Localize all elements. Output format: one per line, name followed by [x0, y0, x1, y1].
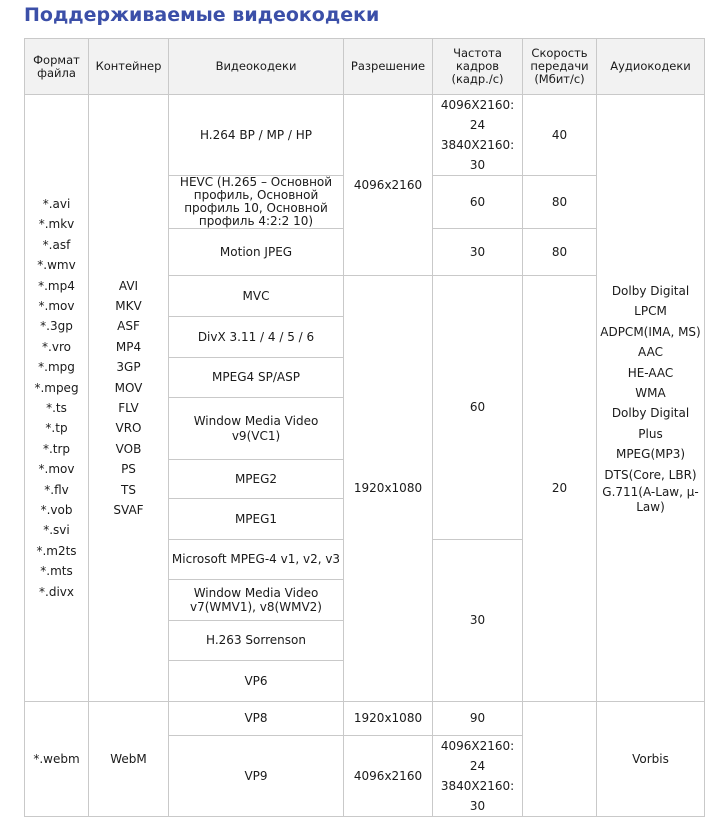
audio-item: Dolby Digital Plus: [611, 406, 690, 441]
format-item: *.m2ts: [36, 543, 77, 558]
codec-cell: Window Media Video v9(VC1): [169, 398, 344, 460]
framerate-line: 4096X2160: 24: [440, 739, 515, 773]
audio-item: AAC: [638, 345, 663, 360]
codec-cell: MPEG1: [169, 499, 344, 540]
format-item: *.mkv: [38, 217, 75, 232]
codec-cell: Microsoft MPEG-4 v1, v2, v3: [169, 540, 344, 580]
container-item: MOV: [114, 380, 143, 395]
resolution-cell: 4096x2160: [344, 736, 433, 817]
audio-item: ADPCM(IMA, MS): [600, 324, 701, 339]
codec-cell: MVC: [169, 276, 344, 317]
container-item: 3GP: [116, 360, 141, 375]
header-bitrate: Скорость передачи (Мбит/с): [523, 39, 597, 95]
containers-cell: [89, 95, 169, 702]
container-item: MKV: [115, 298, 142, 313]
audio-item: WMA: [635, 386, 666, 400]
format-item: *.wmv: [37, 258, 76, 273]
container-item: WebM: [89, 702, 169, 817]
container-item: PS: [121, 462, 136, 477]
format-item: *.3gp: [40, 319, 73, 334]
header-framerate: Частота кадров (кадр./с): [433, 39, 523, 95]
codec-cell: DivX 3.11 / 4 / 5 / 6: [169, 317, 344, 358]
format-item: *.mts: [40, 564, 73, 579]
codec-cell: H.264 BP / MP / HP: [169, 95, 344, 176]
bitrate-cell: 80: [523, 229, 597, 276]
codec-cell: VP9: [169, 736, 344, 817]
format-item: *.tp: [45, 421, 68, 436]
header-row: [25, 39, 705, 95]
format-item: *.flv: [44, 482, 69, 497]
framerate-cell: 90: [433, 702, 523, 736]
codec-cell: MPEG4 SP/ASP: [169, 358, 344, 398]
format-item: *.svi: [43, 523, 70, 538]
framerate-cell: 60: [433, 176, 523, 229]
header-resolution: Разрешение: [344, 39, 433, 95]
codec-cell: HEVC (H.265 – Основной профиль, Основной профиль 10, Основной профиль 4:2:2 10): [169, 176, 344, 229]
audio-item: HE-AAC: [627, 365, 674, 380]
bitrate-cell: [523, 702, 597, 817]
container-item: VRO: [115, 421, 142, 436]
format-item: *.vro: [42, 339, 71, 354]
audio-item: DTS(Core, LBR): [604, 467, 697, 482]
table-row: [25, 702, 705, 736]
audio-cell: Vorbis: [597, 702, 705, 817]
header-audio: Аудиокодеки: [597, 39, 705, 95]
framerate-line: 3840X2160: 30: [440, 138, 515, 172]
container-item: FLV: [118, 401, 139, 415]
table-row: [25, 95, 705, 176]
codec-cell: MPEG2: [169, 460, 344, 499]
codec-cell: VP8: [169, 702, 344, 736]
framerate-cell: 60: [433, 276, 523, 540]
audio-item: G.711(A-Law, μ-Law): [602, 485, 699, 515]
resolution-cell: 1920x1080: [344, 276, 433, 702]
container-item: VOB: [115, 441, 142, 456]
format-item: *.ts: [46, 401, 67, 415]
page-title: Поддерживаемые видеокодеки: [24, 4, 380, 26]
framerate-line: 4096X2160: 24: [440, 98, 515, 132]
format-item: *.vob: [40, 503, 73, 518]
framerate-line: 3840X2160: 30: [440, 779, 515, 813]
format-item: *.avi: [42, 196, 71, 211]
container-item: TS: [121, 482, 136, 497]
framerate-cell: [433, 736, 523, 817]
format-item: *.mpeg: [34, 380, 79, 395]
audio-item: LPCM: [634, 304, 667, 319]
format-item: *.mov: [38, 462, 75, 477]
audio-item: Dolby Digital: [611, 283, 690, 298]
format-item: *.mp4: [38, 278, 75, 293]
header-format: Формат файла: [25, 39, 89, 95]
format-item: *.trp: [42, 441, 71, 456]
container-item: MP4: [115, 339, 142, 354]
codec-table: [24, 38, 705, 817]
codec-cell: H.263 Sorrenson: [169, 621, 344, 661]
codec-cell: Motion JPEG: [169, 229, 344, 276]
format-item: *.divx: [39, 584, 74, 599]
bitrate-cell: 40: [523, 95, 597, 176]
framerate-cell: 30: [433, 229, 523, 276]
header-container: Контейнер: [89, 39, 169, 95]
bitrate-cell: 20: [523, 276, 597, 702]
container-item: SVAF: [113, 503, 144, 518]
header-codecs: Видеокодеки: [169, 39, 344, 95]
framerate-cell: [433, 95, 523, 176]
format-item: *.mov: [38, 298, 75, 313]
codec-cell: VP6: [169, 661, 344, 702]
container-item: AVI: [118, 278, 139, 293]
audio-cell: [597, 95, 705, 702]
framerate-cell: 30: [433, 540, 523, 702]
format-item: *.webm: [25, 702, 89, 817]
codec-cell: Window Media Video v7(WMV1), v8(WMV2): [169, 580, 344, 621]
container-item: ASF: [117, 319, 140, 334]
bitrate-cell: 80: [523, 176, 597, 229]
resolution-cell: 1920x1080: [344, 702, 433, 736]
format-item: *.asf: [42, 237, 71, 252]
audio-item: MPEG(MP3): [615, 447, 686, 462]
format-item: *.mpg: [38, 360, 75, 375]
resolution-cell: 4096x2160: [344, 95, 433, 276]
formats-cell: [25, 95, 89, 702]
